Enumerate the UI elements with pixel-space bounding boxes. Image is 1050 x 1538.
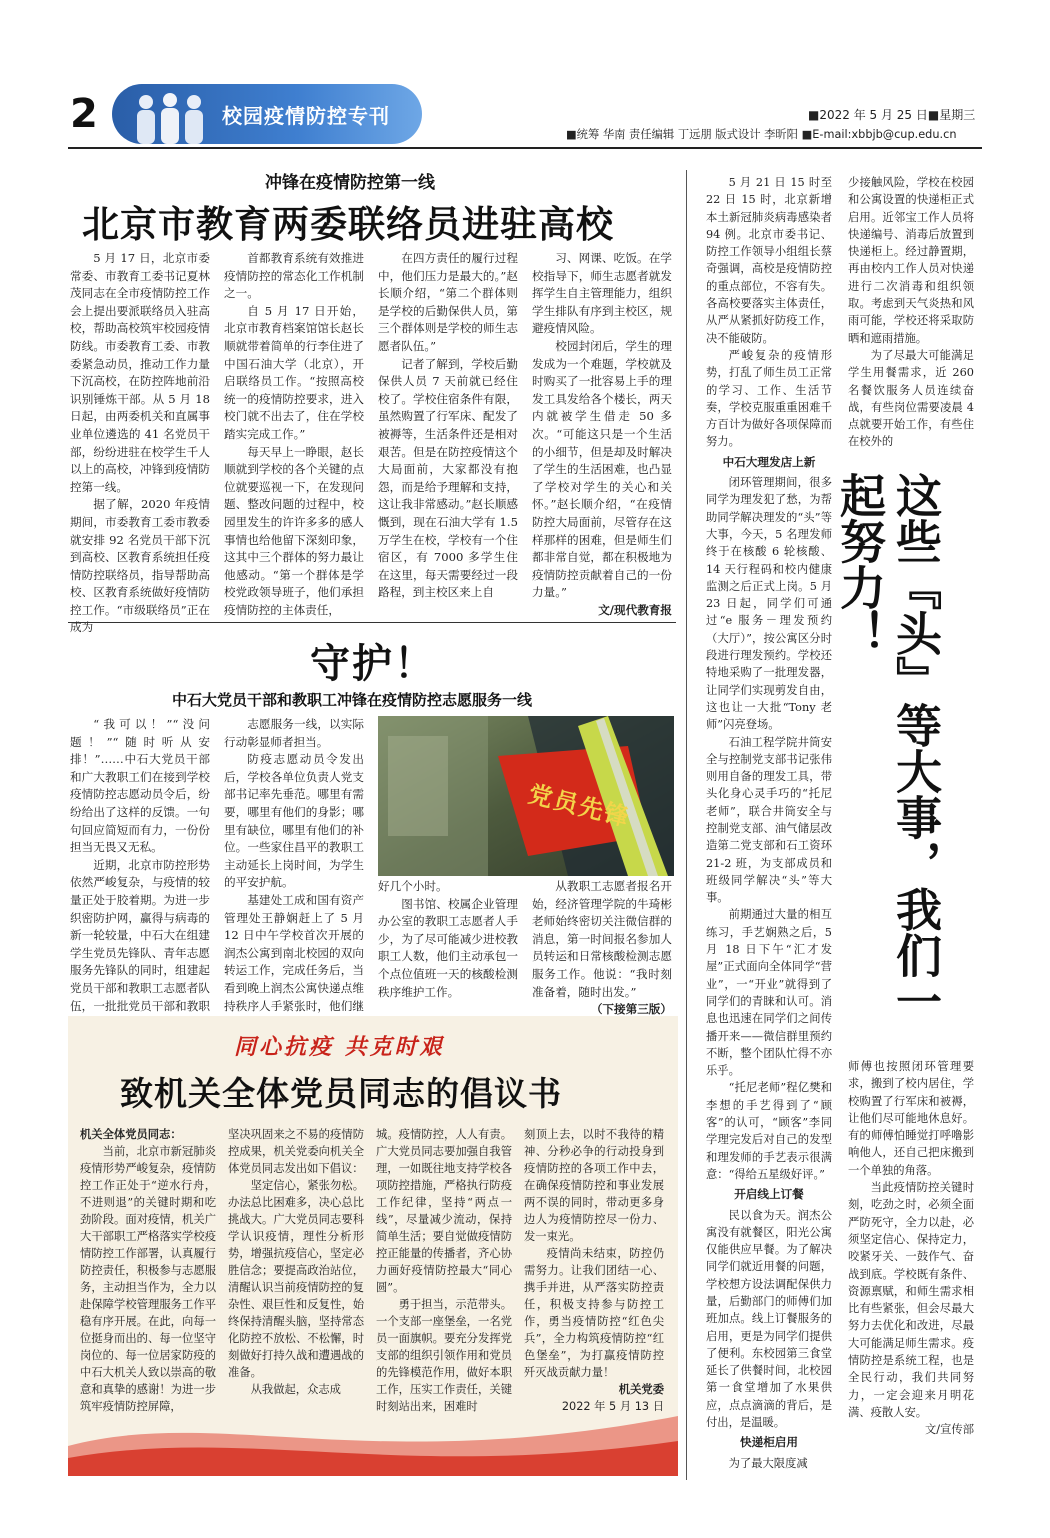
article4-column-1 [706,174,832,1472]
proposal-column-1 [80,1126,216,1415]
section-banner [112,84,422,144]
paragraph: 基建处工成和国有资产管理处王静娴赶上了 5 月 12 日中午学校首次开展的润杰公寓到南北校园的双向转运工作，完成任务后，当看到晚上润杰公寓快递点维持秩序人手紧张时，他们继 [224,892,364,1013]
banner-figures [132,90,212,144]
paragraph: 首都教育系统有效推进疫情防控的常态化工作机制之一。 [224,251,364,301]
volunteer-photo [378,716,674,876]
armband-text: 党员先锋 [525,778,634,833]
paragraph: 据了解，2020 年疫情期间，市委教育工委市教委就安排 92 名党员干部下沉到高校、区教育系统担任疫情防控联络员，指导帮助高校、区教育系统做好疫情防控工作。“市级联络员”正在成为 [70,497,210,635]
paragraph: 勇于担当，示范带头。一个支部一座堡垒，一名党员一面旗帜。要充分发挥党支部的组织引领作用和党员的先锋模范作用，做好本职工作，压实工作责任，关键时刻站出来，困难时 [376,1298,512,1413]
paragraph: 防疫志愿动员令发出后，学校各单位负责人党支部书记率先垂范。哪里有需要，哪里有他们的身影；哪里有缺位，哪里有他们的补位。一些家住昌平的教职工主动延长上岗时间，为学生的平安护航。 [224,752,364,890]
article1-column-1 [70,250,210,637]
paragraph: 当此疫情防控关键时刻，吃劲之时，必须全面严防死守，全力以赴，必须坚定信心、保持定力，咬紧牙关、一鼓作气、奋战到底。学校既有条件、资源禀赋，和师生需求相比有些紧张，但会尽最大努力去优化和改进，尽最大可能满足师生需求。疫情防控是系统工程，也是全民行动，我们共同努力，一定会迎来月明花满、疫散人安。 [848,1181,974,1419]
paragraph: 石油工程学院井筒安全与控制党支部书记张伟则用自备的理发工具，带头化身心灵手巧的“托尼老师”，联合井筒安全与控制党支部、油气储层改造第二党支部和石工资环 21-2 班，为支部成员和班级同学解决“头”等大事。 [706,735,832,905]
paragraph: 严峻复杂的疫情形势，打乱了师生员工正常的学习、工作、生活节奏，学校克服重重困难千方百计为做好各项保障而努力。 [706,348,832,449]
proposal-date: 2022 年 5 月 13 日 [561,1400,664,1413]
paragraph: 5 月 21 日 15 时至 22 日 15 时，北京新增本土新冠肺炎病毒感染者 94 例。北京市委书记、防控工作领导小组组长蔡奇强调，高校是疫情防控的重点部位，不容有失。各高校要落实主体责任，从严从紧抓好防疫工作，决不能破防。 [706,176,832,345]
article4-title: 这些『头』等大事，我们一起努力！ [833,472,943,1024]
article1-column-2 [224,250,364,619]
subhead-barber: 中石大理发店上新 [722,454,816,469]
subhead-parcel-locker: 快递柜启用 [740,1435,798,1450]
paragraph: 刻顶上去，以时不我待的精神、分秒必争的行动投身到疫情防控的各项工作中去，在确保疫情防控和事业发展两不误的同时，带动更多身边人为疫情防控尽一份力、发一束光。 [524,1128,664,1243]
proposal-column-2 [228,1126,364,1398]
paragraph: 闭环管理期间，很多同学为理发犯了愁，为帮助同学解决理发的“头”等大事，今天，5 名理发师终于在核酸 6 轮核酸、14 天行程码和校内健康监测之后正式上岗。5 月 23 日起，同学们可通过“e 服务－理发预约（大厅）”，按公寓区分时段进行理发预约。学校还特地采购了一批理发器，让同学们实现剪发自由，这也让一大批“Tony 老师”闪亮登场。 [706,476,832,732]
right-column-divider [686,170,687,1480]
article2-column-3 [378,878,518,1001]
page-number: 2 [70,91,98,137]
article2-column-2 [224,716,364,1033]
article4-column-2a [848,174,974,451]
article1-bottom-rule [68,622,676,623]
paragraph: 图书馆、校属企业管理办公室的教职工志愿者人手少，为了尽可能减少进校教职工人数，他们主动承包一个点位值班一天的核酸检测秩序维护工作。 [378,896,518,999]
paragraph: “我可以！”“没问题！”“随时听从安排！”……中石大党员干部和广大教职工们在接到学校疫情防控志愿动员令后，纷纷给出了这样的反馈。一句句回应简短而有力，一份份担当无畏又无私。 [70,717,210,855]
paragraph: “托尼老师”程亿樊和李想的手艺得到了“顾客”的认可，“顾客”李同学理完发后对自己的发型和理发师的手艺表示很满意：“得给五星级好评。” [706,1081,832,1181]
article1-column-3 [378,250,518,602]
paragraph: 记者了解到，学校后勤保供人员 7 天前就已经住校了。学校住宿条件有限，虽然购置了行军床、配发了被褥等，生活条件还是相对艰苦。但是在防控疫情这个大局面前，大家都没有抱怨，而是给予理解和支持，这让我非常感动。”赵长顺感慨到，现在石油大学有 1.5 万学生在校，学校有一个住宿区，有 7000 多学生住在这里，每天需要经过一段路程，到主校区来上自 [378,356,518,600]
paragraph: 从教职工志愿者报名开始，经济管理学院的牛琦彬老师始终密切关注微信群的消息，第一时间报名参加人员转运和日常核酸检测志愿服务工作。他说：“我时刻准备着，随时出发。” [532,879,672,999]
paragraph: 少接触风险，学校在校园和公寓设置的快递柜正式启用。近邻宝工作人员将快递编号、消毒后放置到快递柜上。经过静置期，再由校内工作人员对快递进行二次消毒和组织领取。考虑到天气炎热和风雨可能，学校还将采取防晒和遮雨措施。 [848,176,974,345]
article1-column-4 [532,250,672,619]
paragraph: 从我做起，众志成 [250,1383,341,1396]
article1-source: 文/现代教育报 [598,602,672,617]
proposal-kicker: 同心抗疫 共克时艰 [234,1034,445,1060]
paragraph: 为了最大限度减 [728,1456,808,1470]
paragraph: 当前，北京市新冠肺炎疫情形势严峻复杂，疫情防控工作正处于“逆水行舟，不进则退”的关键时期和吃劲阶段。面对疫情，机关广大干部职工严格落实学校疫情防控工作部署，认真履行防控责任，积极参与志愿服务，主动担当作为，全力以赴保障学校管理服务工作平稳有序开展。在此，向每一位挺身而出的、每一位坚守岗位的、每一位居家防疫的中石大机关人致以崇高的敬意和真挚的感谢！为进一步筑牢疫情防控屏障， [80,1145,216,1413]
proposal-title: 致机关全体党员同志的倡议书 [120,1074,562,1113]
paragraph: 民以食为天。润杰公寓没有就餐区，阳光公寓仅能供应早餐。为了解决同学们就近用餐的问题，学校想方设法调配保供力量，后勤部门的师傅们加班加点。线上订餐服务的启用，更是为同学们提供了便利。东校园第三食堂延长了供餐时间，北校园第一食堂增加了水果供应，点点滴滴的背后，是付出，是温暖。 [706,1208,832,1430]
issue-date: ■2022 年 5 月 25 日■星期三 [808,108,976,122]
paragraph: 城。疫情防控，人人有责。广大党员同志要加强自我管理，一如既往地支持学校各项防控措施，严格执行防疫工作纪律，坚持“两点一线”，尽量减少流动，保持简单生活；要自觉做疫情防控正能量的传播者，齐心协力画好疫情防控最大“同心圆”。 [376,1128,512,1294]
paragraph: 疫情尚未结束，防控仍需努力。让我们团结一心、携手并进，从严落实防控责任，积极支持参与防控工作，勇当疫情防控“红色尖兵”，全力构筑疫情防控“红色堡垒”，为打赢疫情防控歼灭战贡献力量！ [524,1247,664,1379]
article1-kicker: 冲锋在疫情防控第一线 [265,173,435,193]
paragraph: 志愿服务一线，以实际行动彰显师者担当。 [224,717,364,749]
paragraph: 师傅也按照闭环管理要求，搬到了校内居住，学校购置了行军床和被褥，让他们尽可能地休息好。有的师傅怕睡觉打呼噜影响他人，还自己把床搬到一个单独的角落。 [848,1060,974,1177]
paragraph: 习、网课、吃饭。在学校指导下，师生志愿者就发挥学生自主管理能力，组织学生排队有序到主校区，规避疫情风险。 [532,251,672,336]
salutation: 机关全体党员同志： [80,1128,182,1141]
section-title: 校园疫情防控专刊 [222,104,390,128]
paragraph: 前期通过大量的相互练习，手艺娴熟之后，5 月 18 日下午“汇才发屋”正式面向全体同学“营业”，一“开业”就得到了同学们的青睐和认可。消息也迅速在同学们之间传播开来——微信群里预约不断，整个团队忙得不亦乐乎。 [706,908,832,1078]
paragraph: 校园封闭后，学生的理发成为一个难题，学校就及时购买了一批容易上手的理发工具发给各个楼长，两天内就被学生借走 50 多次。“可能这只是一个生活的小细节，但是却及时解决了学生的生活困难，也凸显了学校对学生的关心和关怀。”赵长顺介绍，“在疫情防控大局面前，尽管存在这样那样的困难，但是师生们都非常自觉，都在积极地为疫情防控贡献着自己的一份力量。” [532,338,672,600]
paragraph: 坚决巩固来之不易的疫情防控成果，机关党委向机关全体党员同志发出如下倡议： [228,1128,364,1175]
article2-title: 守护！ [310,641,436,687]
article4-source: 文/宣传部 [925,1423,974,1437]
article2-subtitle: 中石大党员干部和教职工冲锋在疫情防控志愿服务一线 [172,691,533,709]
proposal-column-3 [376,1126,512,1415]
paragraph: 5 月 17 日，北京市委常委、市教育工委书记夏林茂同志在全市疫情防控工作会上提出要派联络员入驻高校，帮助高校筑牢校园疫情防线。市委教育工委、市教委紧急动员，推动工作力量下沉高校，在防控阵地前沿识别锤炼干部。从 5 月 18 日起，由两委机关和直属事业单位遴选的 41 名党员干部，纷纷进驻在校学生千人以上的高校，冲锋到疫情防控第一线。 [70,251,210,494]
subhead-online-ordering: 开启线上订餐 [734,1187,804,1202]
header-rule [68,147,982,149]
editor-credits: ■统筹 华南 责任编辑 丁远朋 版式设计 李昕阳 ■E-mail:xbbjb@cup.edu.cn [566,128,957,141]
paragraph: 近期，北京市防控形势依然严峻复杂，与疫情的较量正处于胶着期。为进一步织密防护网，赢得与病毒的新一轮较量，中石大在组建学生党员先锋队、青年志愿服务先锋队的同时，组建起党员干部和教职工志愿者队伍，一批批党员干部和教职 [70,857,210,1013]
paragraph: 自 5 月 17 日开始，北京市教育档案馆馆长赵长顺就带着简单的行李住进了中国石油大学（北京），开启联络员工作。“按照高校统一的疫情防控要求，进入校门就不出去了，住在学校踏实完成工作。” [224,303,364,441]
continued-note: （下接第三版） [590,1002,672,1017]
paragraph: 为了尽最大可能满足学生用餐需求，近 260 名餐饮服务人员连续奋战，有些岗位需要凌晨 4 点就要开始工作，有些住在校外的 [848,348,974,449]
proposal-signer: 机关党委 [618,1383,664,1396]
paragraph: 每天早上一睁眼，赵长顺就到学校的各个关键的点位就要巡视一下，在发现问题、整改问题的过程中，校园里发生的许许多多的感人事情也给他留下深刻印象，这其中三个群体的努力最让他感动。“第一个群体是学校党政领导班子，他们承担疫情防控的主体责任， [224,444,364,617]
article4-column-2b [848,1058,974,1439]
article1-title: 北京市教育两委联络员进驻高校 [82,203,614,246]
paragraph: 坚定信心，紧张勿松。办法总比困难多，决心总比挑战大。广大党员同志要科学认识疫情，理性分析形势，增强抗疫信心，坚定必胜信念；要提高政治站位，清醒认识当前疫情防控的复杂性、艰巨性和反复性，始终保持清醒头脑，坚持常态化防控不放松、不松懈，时刻做好打持久战和遭遇战的准备。 [228,1179,364,1379]
proposal-column-4 [524,1126,664,1415]
article2-column-1 [70,716,210,1033]
paragraph: 好几个小时。 [378,879,448,893]
article2-column-4 [532,878,672,1019]
paragraph: 在四方责任的履行过程中，他们压力是最大的。”赵长顺介绍，“第二个群体则是学校的后勤保供人员，第三个群体则是学校的师生志愿者队伍。” [378,251,518,353]
